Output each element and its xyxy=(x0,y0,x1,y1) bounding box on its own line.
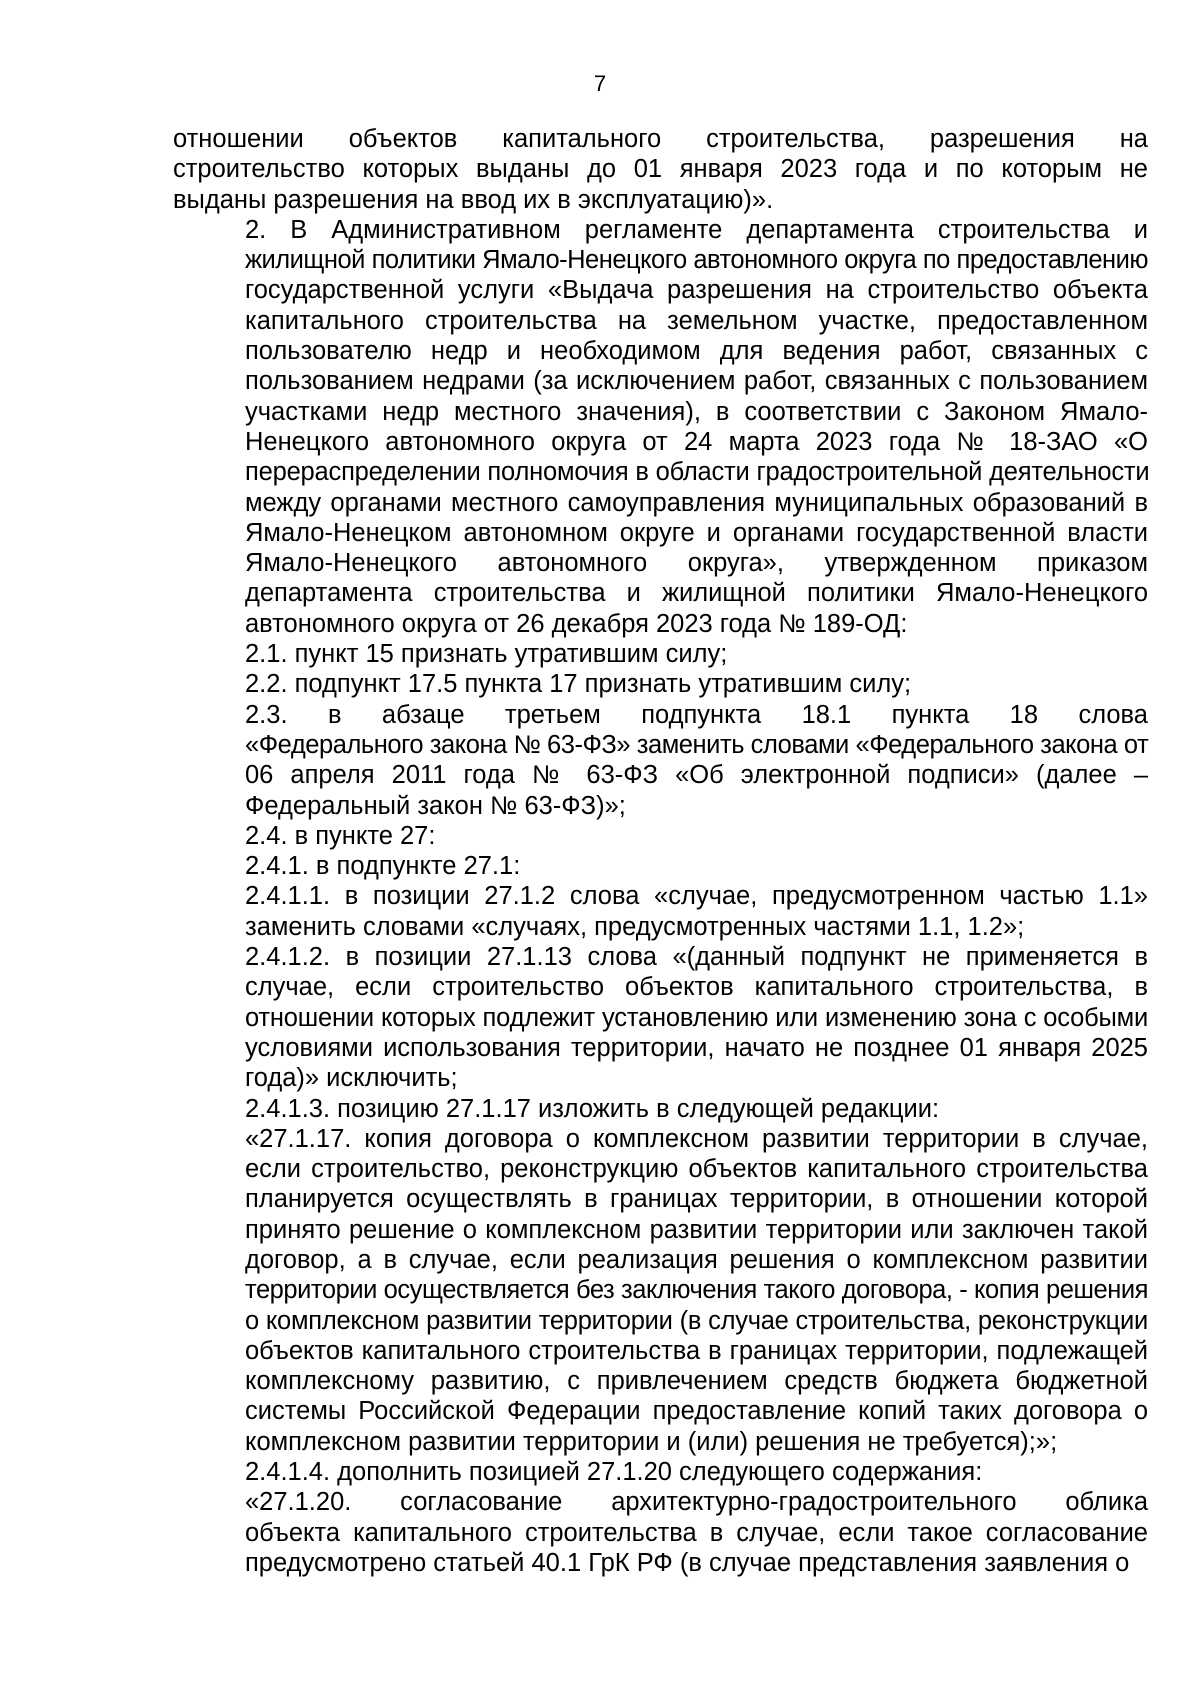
text-line: заменить словами «случаях, предусмотренных частями 1.1, 1.2»; xyxy=(245,912,1025,941)
text-line: департамента строительства и жилищной политики Ямало-Ненецкого xyxy=(245,579,1148,608)
text-line: «27.1.17. копия договора о комплексном развитии территории в случае, xyxy=(245,1124,1148,1153)
text-line: 2. В Административном регламенте департамента строительства и xyxy=(245,215,1148,244)
text-line: если строительство, реконструкцию объектов капитального строительства xyxy=(245,1155,1148,1184)
text-line: объекта капитального строительства в случае, если такое согласование xyxy=(245,1518,1148,1547)
text-line: 2.4.1.2. в позиции 27.1.13 слова «(данный подпункт не применяется в xyxy=(245,943,1148,972)
text-line: 06 апреля 2011 года № 63-ФЗ «Об электронной подписи» (далее – xyxy=(245,761,1148,790)
text-line: 2.4. в пункте 27: xyxy=(245,821,436,850)
document-body xyxy=(173,124,1148,1578)
text-line: системы Российской Федерации предоставление копий таких договора о xyxy=(245,1397,1148,1426)
text-line: капитального строительства на земельном участке, предоставленном xyxy=(245,306,1148,335)
paragraph xyxy=(173,1457,1148,1487)
paragraph xyxy=(173,700,1148,821)
text-line: 2.1. пункт 15 признать утратившим силу; xyxy=(245,640,728,669)
paragraph xyxy=(173,821,1148,851)
text-line: случае, если строительство объектов капитального строительства, в xyxy=(245,973,1148,1002)
text-line: 2.3. в абзаце третьем подпункта 18.1 пункта 18 слова xyxy=(245,700,1148,729)
paragraph xyxy=(173,124,1148,215)
text-line: пользователю недр и необходимом для ведения работ, связанных с xyxy=(245,337,1148,366)
text-line: Ямало-Ненецкого автономного округа», утвержденном приказом xyxy=(245,549,1148,578)
text-line: Ямало-Ненецком автономном округе и органами государственной власти xyxy=(245,518,1148,547)
text-line: строительство которых выданы до 01 января 2023 года и по которым не xyxy=(173,155,1148,184)
text-line: о комплексном развитии территории (в случае строительства, реконструкции xyxy=(245,1306,1148,1335)
paragraph xyxy=(173,881,1148,942)
paragraph xyxy=(173,942,1148,1093)
text-line: комплексному развитию, с привлечением средств бюджета бюджетной xyxy=(245,1367,1148,1396)
paragraph xyxy=(173,1094,1148,1124)
text-line: участками недр местного значения), в соответствии с Законом Ямало- xyxy=(245,397,1148,426)
text-line: выданы разрешения на ввод их в эксплуатацию)». xyxy=(173,185,774,214)
paragraph xyxy=(173,1124,1148,1457)
paragraph xyxy=(173,1487,1148,1578)
text-line: территории осуществляется без заключения такого договора, - копия решения xyxy=(245,1276,1148,1305)
paragraph xyxy=(173,669,1148,699)
text-line: условиями использования территории, начато не позднее 01 января 2025 xyxy=(245,1033,1148,1062)
text-line: принято решение о комплексном развитии территории или заключен такой xyxy=(245,1215,1148,1244)
text-line: планируется осуществлять в границах территории, в отношении которой xyxy=(245,1185,1148,1214)
text-line: 2.4.1.3. позицию 27.1.17 изложить в следующей редакции: xyxy=(245,1094,940,1123)
paragraph xyxy=(173,639,1148,669)
text-line: автономного округа от 26 декабря 2023 года № 189-ОД: xyxy=(245,609,908,638)
text-line: Ненецкого автономного округа от 24 марта 2023 года № 18-ЗАО «О xyxy=(245,427,1148,456)
text-line: 2.2. подпункт 17.5 пункта 17 признать утратившим силу; xyxy=(245,670,912,699)
text-line: «Федерального закона № 63-ФЗ» заменить словами «Федерального закона от xyxy=(245,730,1149,759)
text-line: между органами местного самоуправления муниципальных образований в xyxy=(245,488,1148,517)
text-line: предусмотрено статьей 40.1 ГрК РФ (в случае представления заявления о xyxy=(245,1548,1130,1577)
text-line: государственной услуги «Выдача разрешения на строительство объекта xyxy=(245,276,1148,305)
text-line: объектов капитального строительства в границах территории, подлежащей xyxy=(245,1336,1148,1365)
text-line: 2.4.1.1. в позиции 27.1.2 слова «случае, предусмотренном частью 1.1» xyxy=(245,882,1148,911)
text-line: пользованием недрами (за исключением работ, связанных с пользованием xyxy=(245,367,1148,396)
text-line: года)» исключить; xyxy=(245,1064,458,1093)
text-line: 2.4.1.4. дополнить позицией 27.1.20 следующего содержания: xyxy=(245,1458,983,1487)
text-line: 2.4.1. в подпункте 27.1: xyxy=(245,852,521,881)
text-line: «27.1.20. согласование архитектурно-градостроительного облика xyxy=(245,1488,1148,1517)
text-line: отношении которых подлежит установлению или изменению зона с особыми xyxy=(245,1003,1148,1032)
text-line: жилищной политики Ямало-Ненецкого автономного округа по предоставлению xyxy=(245,246,1148,275)
paragraph xyxy=(173,215,1148,639)
text-line: отношении объектов капитального строительства, разрешения на xyxy=(173,125,1148,153)
text-line: Федеральный закон № 63-ФЗ)»; xyxy=(245,791,626,820)
paragraph xyxy=(173,851,1148,881)
page-number: 7 xyxy=(593,71,607,96)
text-line: перераспределении полномочия в области градостроительной деятельности xyxy=(245,458,1150,487)
text-line: договор, а в случае, если реализация решения о комплексном развитии xyxy=(245,1245,1148,1274)
text-line: комплексном развитии территории и (или) решения не требуется);»; xyxy=(245,1427,1058,1456)
